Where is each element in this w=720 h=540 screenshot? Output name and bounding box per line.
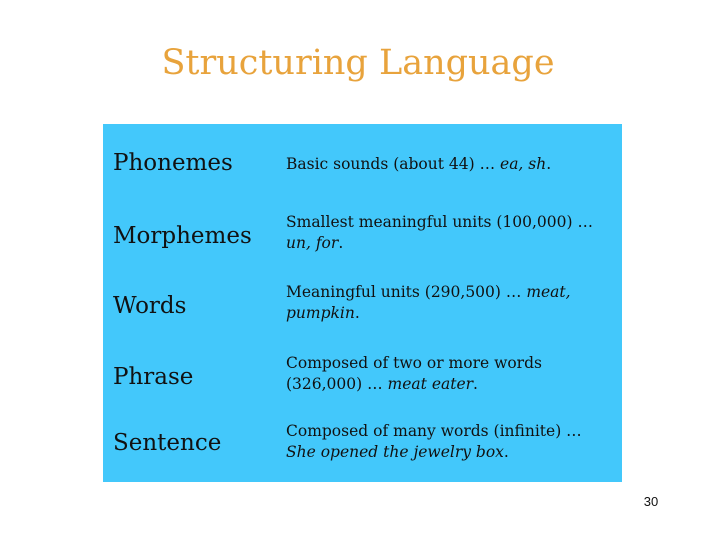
definition-text: Smallest meaningful units (100,000) … xyxy=(286,213,593,231)
definition-example: She opened the jewelry box xyxy=(286,443,504,461)
definition-example: ea, sh xyxy=(500,155,547,173)
term-morphemes: Morphemes xyxy=(113,223,252,249)
slide-title: Structuring Language xyxy=(161,43,555,83)
term-phrase: Phrase xyxy=(113,364,194,390)
definition-punctuation: . xyxy=(473,375,478,393)
definition-punctuation: . xyxy=(546,155,552,173)
definition-punctuation: . xyxy=(503,443,509,461)
definition-example: meat, pumpkin xyxy=(286,283,571,322)
definition-sentence xyxy=(286,421,616,463)
definition-text: Basic sounds (about 44) … xyxy=(286,155,501,173)
definition-example: un, for xyxy=(286,234,339,252)
term-words: Words xyxy=(113,293,187,319)
definition-example: meat eater xyxy=(387,375,474,393)
definitions-panel xyxy=(103,124,622,482)
definition-text: Composed of two or more words (326,000) … xyxy=(286,354,542,393)
definition-phonemes xyxy=(286,154,616,175)
definition-words xyxy=(286,282,616,324)
definition-punctuation: . xyxy=(354,304,360,322)
definition-punctuation: . xyxy=(338,234,344,252)
term-sentence: Sentence xyxy=(113,430,222,456)
page-number: 30 xyxy=(643,494,659,509)
definition-text: Meaningful units (290,500) … xyxy=(286,283,527,301)
term-phonemes: Phonemes xyxy=(113,150,233,176)
definition-text: Composed of many words (infinite) … xyxy=(286,422,582,440)
definition-phrase xyxy=(286,353,616,395)
definition-morphemes xyxy=(286,212,616,254)
